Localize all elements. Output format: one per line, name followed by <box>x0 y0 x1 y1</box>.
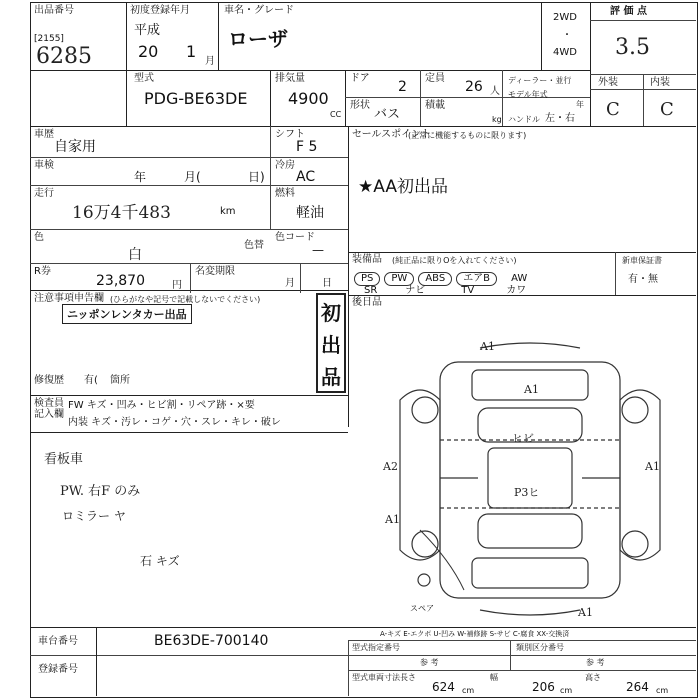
kg-unit: kg <box>492 115 502 124</box>
interior-row: 内装 キズ・汚レ・コゲ・穴・スレ・キレ・破レ <box>68 417 281 428</box>
mileage-label: 走行 <box>34 188 54 199</box>
shift-value: F 5 <box>296 139 318 155</box>
km-unit: km <box>220 206 236 217</box>
row-divider <box>30 395 348 396</box>
handwritten-note: 看板車 <box>44 452 84 467</box>
caution-stamp: ニッポンレンタカー出品 <box>62 304 192 324</box>
cool-label: 冷房 <box>275 160 295 171</box>
first-listing-stamp <box>316 293 346 393</box>
col-divider <box>502 70 503 126</box>
handle-label: ハンドル <box>508 115 540 124</box>
shape-value: バス <box>374 107 401 122</box>
inspection-label: 車検 <box>34 160 54 171</box>
rear-label: 後日品 <box>352 297 382 308</box>
row-divider <box>30 263 348 264</box>
new-warranty-value: 有・無 <box>628 274 658 285</box>
row-divider <box>30 70 590 71</box>
recycle-value: 23,870 <box>96 273 145 289</box>
class-no-label: 類別区分番号 <box>516 643 564 652</box>
handwritten-note: PW. 右F のみ <box>60 484 141 499</box>
row-divider <box>30 655 696 656</box>
row-divider <box>30 229 348 230</box>
col-divider <box>643 74 644 126</box>
reg-label: 初度登録年月 <box>130 5 190 16</box>
inspector-label: 検査員記入欄 <box>34 398 64 420</box>
history-label: 車歴 <box>34 129 54 140</box>
stamp-char: 初 <box>321 300 341 325</box>
option-ps: PS <box>354 272 380 286</box>
handwritten-note: 石 キズ <box>140 554 180 568</box>
row-divider <box>30 627 696 628</box>
disp-label: 排気量 <box>275 73 305 84</box>
model-year-label: モデル年式 <box>508 90 548 99</box>
chassis-label: 車台番号 <box>38 636 78 647</box>
cap-unit: 人 <box>490 86 500 97</box>
name-label: 車名・グレード <box>224 5 294 16</box>
new-warranty-label: 新車保証書 <box>622 256 662 265</box>
color-code-value: — <box>312 243 324 257</box>
length-value: 624 <box>432 680 455 694</box>
col-divider <box>300 263 301 293</box>
options-row2 <box>364 281 526 296</box>
load-label: 積載 <box>425 100 445 111</box>
model-label: 型式 <box>134 73 154 84</box>
damage-mark: A1 <box>578 606 593 619</box>
caution-label: 注意事項申告欄 <box>34 293 104 304</box>
col-divider <box>541 2 542 70</box>
title-day: 日 <box>322 278 332 289</box>
lot-number: 6285 <box>36 44 92 69</box>
exterior-label: 外装 <box>598 77 618 88</box>
era: 平成 <box>134 23 161 38</box>
recycle-label: R券 <box>34 266 51 277</box>
sales-note: (正常に機能するものに限ります) <box>408 131 527 140</box>
reg-month: 1 <box>186 42 197 61</box>
row-divider <box>30 432 348 433</box>
row-divider <box>348 640 696 641</box>
color-value: 白 <box>128 247 142 263</box>
reg-year: 20 <box>138 42 159 61</box>
col-divider <box>348 640 349 696</box>
yen-unit: 円 <box>172 280 182 291</box>
door-label: ドア <box>350 73 370 84</box>
col-divider <box>270 126 271 229</box>
exterior-value: C <box>606 99 620 120</box>
fuel-label: 燃料 <box>275 188 295 199</box>
title-month: 月 <box>285 278 295 289</box>
damage-mark: A2 <box>383 460 398 473</box>
model-value: PDG-BE63DE <box>144 89 248 108</box>
row-divider <box>348 670 696 671</box>
cc-unit: CC <box>330 110 342 119</box>
color-change-label: 色替 <box>244 240 264 251</box>
col-divider <box>96 627 97 696</box>
repair-label: 修復歴 <box>34 375 64 386</box>
drive-dot: ・ <box>562 30 572 41</box>
interior-label: 内装 <box>650 77 670 88</box>
grade-value: 3.5 <box>615 35 650 60</box>
option-airbag: エアB <box>456 272 497 286</box>
dealer-label: ディーラー・並行 <box>508 76 572 85</box>
size-label: 型式車両寸法 <box>352 673 400 682</box>
handwritten-note: ロミラー ヤ <box>62 509 126 523</box>
damage-mark: P3ヒ <box>514 486 540 499</box>
reg-month-unit: 月 <box>205 56 215 67</box>
color-code-label: 色コード <box>275 232 315 243</box>
displacement-value: 4900 <box>288 89 329 108</box>
damage-mark: A1 <box>385 513 400 526</box>
insp-year: 年 <box>134 170 147 184</box>
car-diagram <box>380 330 680 620</box>
car-name: ローザ <box>228 27 288 51</box>
row-divider <box>30 157 348 158</box>
type-no-label: 型式指定番号 <box>352 643 400 652</box>
interior-value: C <box>660 99 674 120</box>
length-label: 長さ <box>400 673 416 682</box>
capacity-value: 26 <box>465 79 483 95</box>
col-divider <box>126 2 127 126</box>
cm-unit: cm <box>656 686 669 695</box>
row-divider <box>590 74 696 75</box>
col-divider <box>345 70 346 126</box>
row-divider <box>30 126 696 127</box>
drive-4wd: 4WD <box>553 47 577 58</box>
mileage-value: 16万4千483 <box>72 203 171 223</box>
cm-unit: cm <box>462 686 475 695</box>
color-label: 色 <box>34 232 44 243</box>
damage-mark: ヒビ <box>512 432 534 445</box>
fuel-value: 軽油 <box>296 205 324 221</box>
ref-label: 参 考 <box>586 658 605 667</box>
title-label: 名変期限 <box>195 266 235 277</box>
stamp-char: 品 <box>321 364 341 389</box>
handle-value: 左・右 <box>545 113 575 124</box>
option-sr: SR <box>364 285 378 296</box>
option-aw: AW <box>511 273 528 284</box>
cool-value: AC <box>296 169 316 185</box>
sales-value: ★AA初出品 <box>358 177 448 197</box>
cm-unit: cm <box>560 686 573 695</box>
row-divider <box>348 252 696 253</box>
option-tv: TV <box>461 285 475 296</box>
fw-row: FW キズ・凹み・ヒビ割・リペア跡・×要 <box>68 400 255 411</box>
width-value: 206 <box>532 680 555 694</box>
shape-label: 形状 <box>350 100 370 111</box>
year-unit: 年 <box>576 100 584 109</box>
lot-sub: [2155] <box>34 34 64 44</box>
drive-2wd: 2WD <box>553 12 577 23</box>
height-label: 高さ <box>585 673 601 682</box>
chassis-value: BE63DE-700140 <box>154 633 269 649</box>
stamp-char: 出 <box>321 332 341 357</box>
row-divider <box>590 89 696 90</box>
insp-day: 日) <box>248 170 265 184</box>
height-value: 264 <box>626 680 649 694</box>
history-value: 自家用 <box>54 139 96 155</box>
spare-label: スペア <box>410 604 434 613</box>
col-divider <box>510 640 511 670</box>
col-divider <box>615 252 616 295</box>
options-label: 装備品 <box>352 254 382 265</box>
registration-label: 登録番号 <box>38 664 78 675</box>
insp-month: 月( <box>184 170 201 184</box>
row-divider <box>590 20 696 21</box>
legend: A-キズ E-エクボ U-凹み W-補修跡 S-サビ C-腐食 XX-交換済 <box>380 630 570 638</box>
shift-label: シフト <box>275 129 305 140</box>
repair-value: 有( <box>84 375 98 386</box>
ref-label: 参 考 <box>420 658 439 667</box>
col-divider <box>420 70 421 126</box>
damage-mark: A1 <box>480 340 495 353</box>
width-label: 幅 <box>490 673 498 682</box>
options-note: (純正品に限りOを入れてください) <box>392 256 517 265</box>
repair-unit: 箇所 <box>110 375 130 386</box>
lot-label: 出品番号 <box>34 5 74 16</box>
option-navi: ナビ <box>405 285 426 296</box>
col-divider <box>348 126 349 427</box>
row-divider <box>345 97 590 98</box>
col-divider <box>270 70 271 126</box>
option-pw: PW <box>384 272 414 286</box>
option-abs: ABS <box>418 272 452 286</box>
damage-mark: A1 <box>524 383 539 396</box>
sales-label: セールスポイント <box>352 129 432 140</box>
damage-mark: A1 <box>645 460 660 473</box>
option-leather: カワ <box>506 285 527 296</box>
col-divider <box>190 263 191 293</box>
cap-label: 定員 <box>425 73 445 84</box>
caution-note: (ひらがなや記号で記載しないでください) <box>110 295 261 304</box>
col-divider <box>218 2 219 70</box>
grade-label: 評 価 点 <box>610 6 647 17</box>
doors-value: 2 <box>398 79 407 95</box>
